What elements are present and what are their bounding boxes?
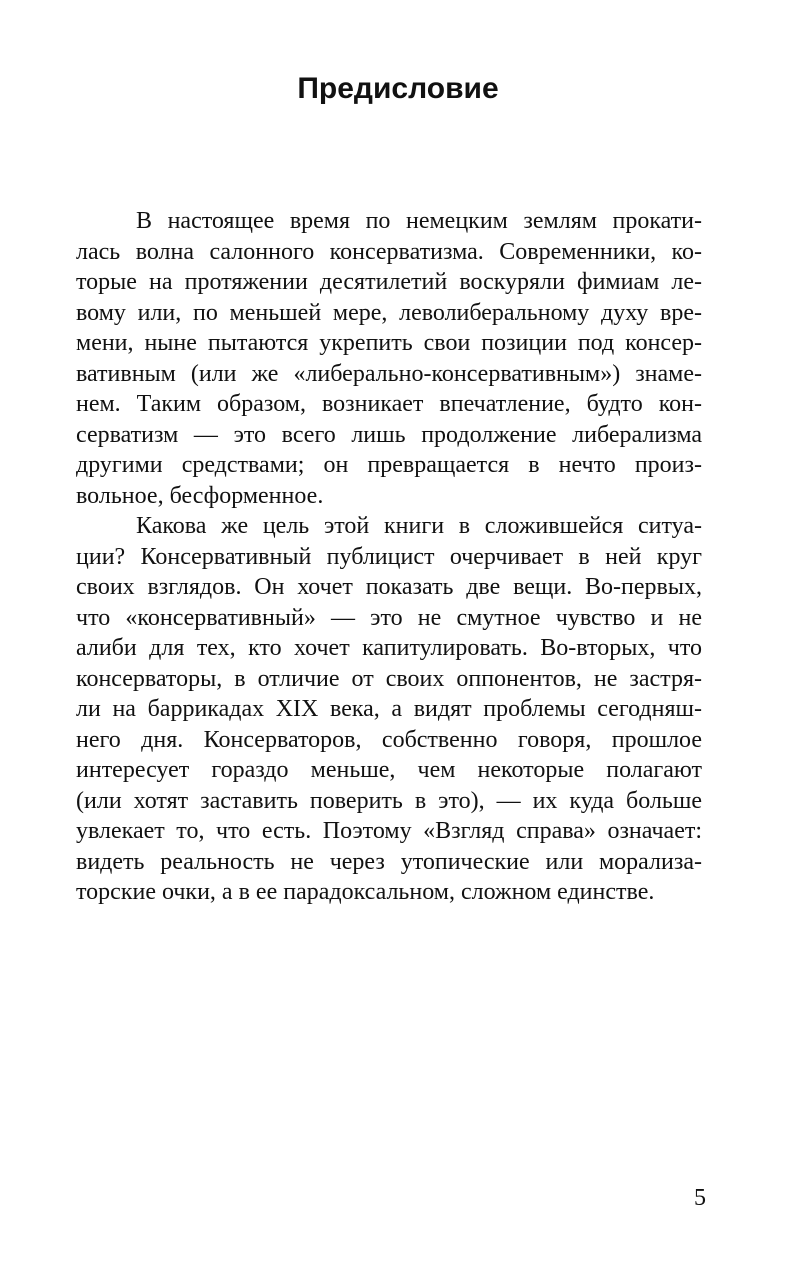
text-line: другими средствами; он превращается в нечто произ-: [76, 452, 702, 478]
paragraph-2: [76, 511, 702, 908]
text-line: видеть реальность не через утопические или морализа-: [76, 848, 702, 875]
text-line: вативным (или же «либерально-консервативным») знаме-: [76, 360, 702, 387]
text-line: него дня. Консерваторов, собственно говоря, прошлое: [76, 726, 702, 753]
text-line: своих взглядов. Он хочет показать две вещи. Во-первых,: [76, 574, 702, 600]
text-line: торские очки, а в ее парадоксальном, сложном единстве.: [76, 879, 655, 905]
page-title: Предисловие: [297, 72, 499, 105]
text-line: торые на протяжении десятилетий воскуряли фимиам ле-: [76, 269, 702, 295]
text-line: вольное, бесформенное.: [76, 482, 324, 509]
body-text: [76, 206, 702, 908]
text-line: ции? Консервативный публицист очерчивает в ней круг: [76, 543, 702, 570]
text-line: ли на баррикадах XIX века, а видят проблемы сегодняш-: [76, 696, 702, 722]
text-line: нем. Таким образом, возникает впечатление, будто кон-: [76, 391, 702, 417]
text-line: алиби для тех, кто хочет капитулировать. Во-вторых, что: [76, 635, 702, 661]
text-line: серватизм — это всего лишь продолжение либерализма: [76, 421, 702, 448]
text-line: лась волна салонного консерватизма. Современники, ко-: [76, 238, 702, 265]
text-line: консерваторы, в отличие от своих оппонентов, не застря-: [76, 665, 702, 692]
text-line: интересует гораздо меньше, чем некоторые полагают: [76, 757, 702, 783]
text-line: В настоящее время по немецким землям прокати-: [136, 208, 702, 234]
text-line: вому или, по меньшей мере, леволиберальному духу вре-: [76, 299, 702, 326]
text-line: увлекает то, что есть. Поэтому «Взгляд справа» означает:: [76, 818, 702, 844]
text-line: мени, ныне пытаются укрепить свои позиции под консер-: [76, 330, 702, 356]
text-line: что «консервативный» — это не смутное чувство и не: [76, 604, 702, 631]
page-number: 5: [694, 1185, 706, 1211]
text-line: (или хотят заставить поверить в это), — их куда больше: [76, 787, 702, 814]
text-line: Какова же цель этой книги в сложившейся ситуа-: [136, 513, 702, 539]
paragraph-1: [76, 206, 702, 511]
